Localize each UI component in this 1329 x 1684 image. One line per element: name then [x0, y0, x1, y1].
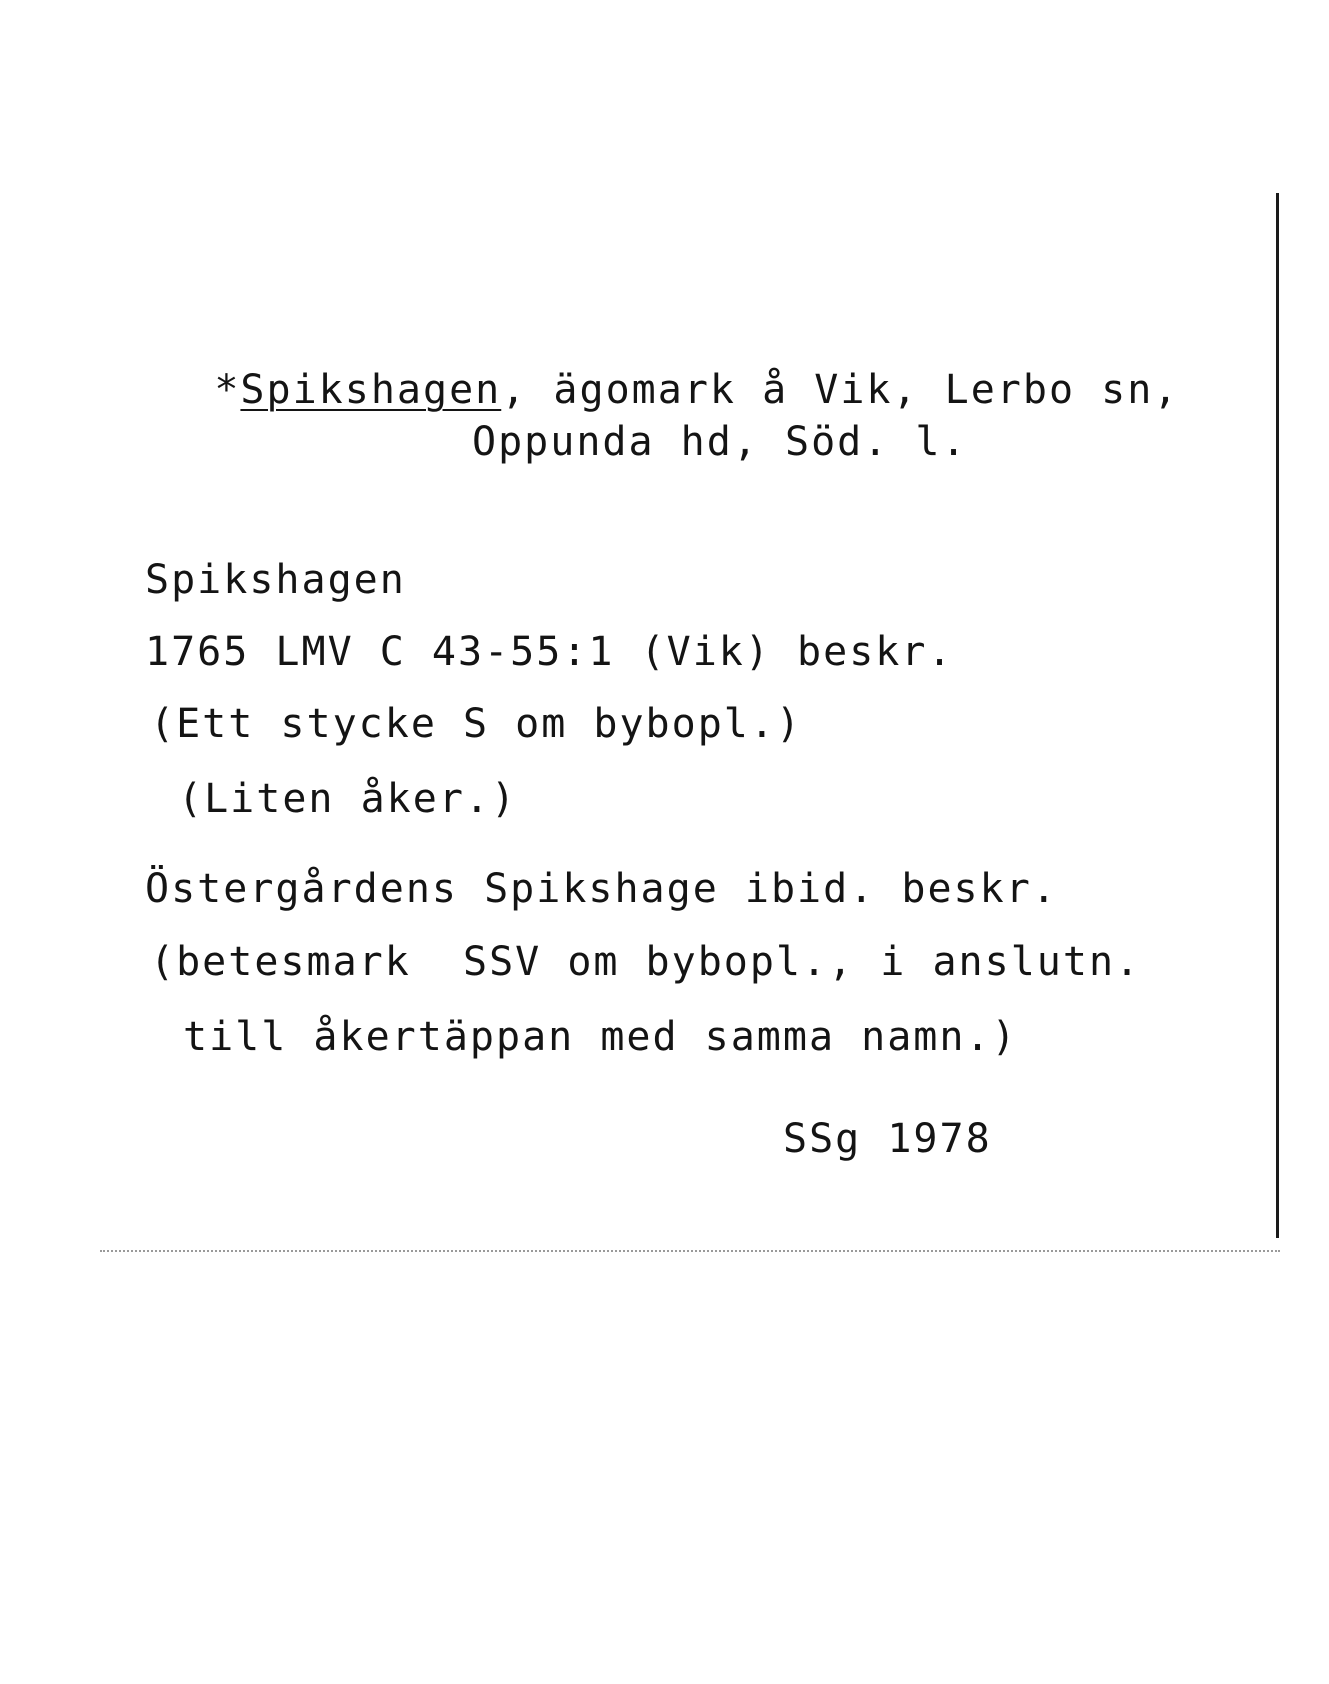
- entry-line-second-name: Östergårdens Spikshage ibid. beskr.: [145, 866, 1058, 912]
- entry-line-name: Spikshagen: [145, 557, 406, 603]
- entry-line-note-1: (Ett stycke S om bybopl.): [150, 701, 803, 747]
- asterisk-marker: *: [214, 367, 241, 413]
- card-bottom-edge: [100, 1250, 1280, 1252]
- card-header-line-2: Oppunda hd, Söd. l.: [472, 419, 968, 465]
- entry-line-note-2: (Liten åker.): [178, 776, 518, 822]
- entry-line-source: 1765 LMV C 43-55:1 (Vik) beskr.: [145, 629, 954, 675]
- card-right-edge: [1276, 193, 1279, 1238]
- header-location: , ägomark å Vik, Lerbo sn,: [501, 367, 1180, 413]
- entry-line-note-3: (betesmark SSV om bybopl., i anslutn.: [150, 939, 1142, 985]
- entry-line-note-4: till åkertäppan med samma namn.): [183, 1014, 1018, 1060]
- signature: SSg 1978: [783, 1116, 992, 1162]
- headword: Spikshagen: [240, 367, 502, 413]
